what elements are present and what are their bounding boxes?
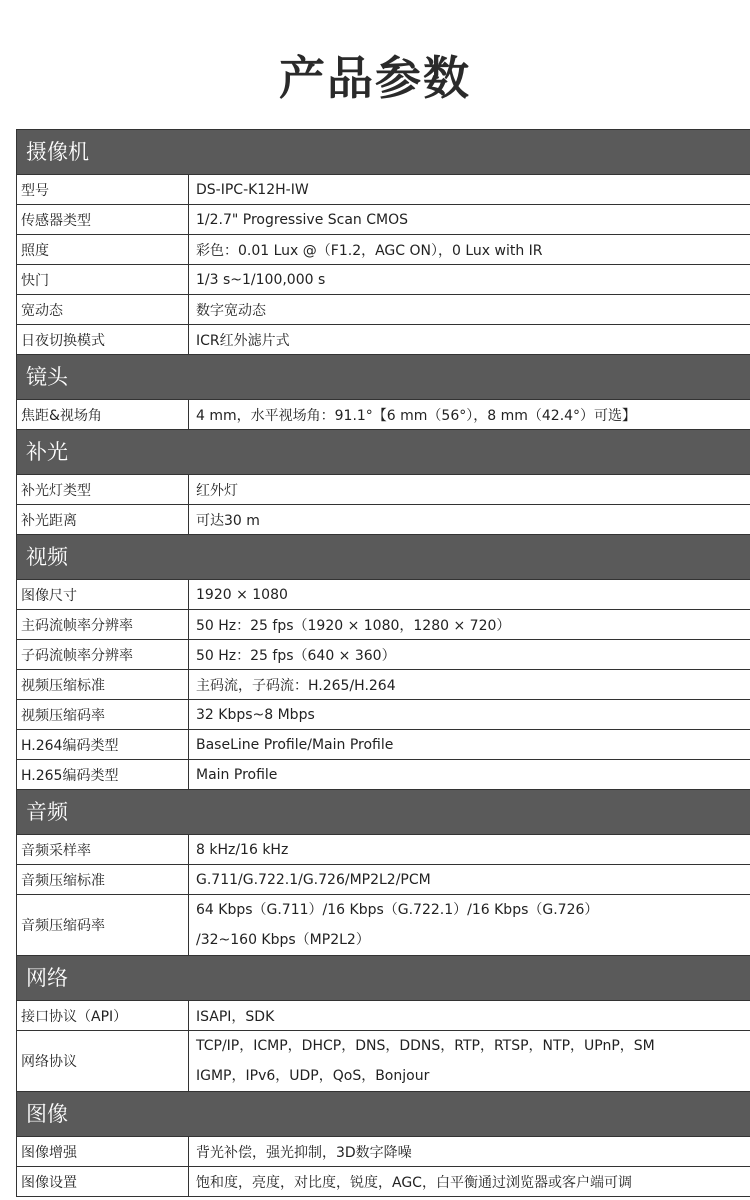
table-row <box>16 1031 750 1092</box>
row-value <box>189 1001 750 1030</box>
spec-table <box>16 129 750 1197</box>
table-row <box>16 235 750 265</box>
table-row <box>16 505 750 535</box>
row-value <box>189 670 750 699</box>
row-label: 宽动态 <box>17 295 189 324</box>
value-line: TCP/IP，ICMP，DHCP，DNS，DDNS，RTP，RTSP，NTP，UPnP，SM <box>196 1038 655 1054</box>
row-value <box>189 730 750 759</box>
section-header: 网络 <box>16 956 750 1001</box>
row-label: 照度 <box>17 235 189 264</box>
row-value <box>189 1031 750 1091</box>
value-line: 数字宽动态 <box>196 302 266 319</box>
table-row <box>16 400 750 430</box>
value-line: 1/3 s~1/100,000 s <box>196 271 326 288</box>
table-row <box>16 865 750 895</box>
value-line: 1920 × 1080 <box>196 586 288 603</box>
row-label: 音频压缩码率 <box>17 895 189 955</box>
table-row <box>16 835 750 865</box>
section-header: 镜头 <box>16 355 750 400</box>
table-row <box>16 670 750 700</box>
row-value <box>189 265 750 294</box>
row-label: 视频压缩标准 <box>17 670 189 699</box>
row-label: 传感器类型 <box>17 205 189 234</box>
row-value <box>189 295 750 324</box>
row-value <box>189 700 750 729</box>
row-label: 音频压缩标准 <box>17 865 189 894</box>
row-value <box>189 580 750 609</box>
row-label: 视频压缩码率 <box>17 700 189 729</box>
value-line: 饱和度，亮度，对比度，锐度，AGC，白平衡通过浏览器或客户端可调 <box>196 1174 632 1191</box>
value-line: 64 Kbps（G.711）/16 Kbps（G.722.1）/16 Kbps（G.726） <box>196 902 599 918</box>
row-label: 接口协议（API） <box>17 1001 189 1030</box>
row-label: H.264编码类型 <box>17 730 189 759</box>
row-value <box>189 475 750 504</box>
value-line: 4 mm，水平视场角：91.1°【6 mm（56°），8 mm（42.4°）可选】 <box>196 407 637 424</box>
row-value <box>189 205 750 234</box>
row-label: 快门 <box>17 265 189 294</box>
value-line: G.711/G.722.1/G.726/MP2L2/PCM <box>196 871 431 888</box>
value-line: ISAPI，SDK <box>196 1008 275 1025</box>
value-line: 红外灯 <box>196 482 238 499</box>
row-value <box>189 235 750 264</box>
value-line: 1/2.7" Progressive Scan CMOS <box>196 211 409 228</box>
section-header: 音频 <box>16 790 750 835</box>
section-header: 图像 <box>16 1092 750 1137</box>
section-header: 补光 <box>16 430 750 475</box>
row-value <box>189 505 750 534</box>
row-value <box>189 760 750 789</box>
row-value <box>189 610 750 639</box>
section-header: 视频 <box>16 535 750 580</box>
table-row <box>16 175 750 205</box>
table-row <box>16 760 750 790</box>
table-row <box>16 1167 750 1197</box>
value-line: Main Profile <box>196 766 278 783</box>
page-title: 产品参数 <box>279 51 471 105</box>
row-value <box>189 895 750 955</box>
row-label: 主码流帧率分辨率 <box>17 610 189 639</box>
row-label: 网络协议 <box>17 1031 189 1091</box>
value-line: 背光补偿，强光抑制，3D数字降噪 <box>196 1144 412 1161</box>
value-line: IGMP，IPv6，UDP，QoS，Bonjour <box>196 1068 430 1084</box>
row-label: 型号 <box>17 175 189 204</box>
value-line: DS-IPC-K12H-IW <box>196 181 309 198</box>
value-line: ICR红外滤片式 <box>196 332 290 349</box>
row-label: 补光灯类型 <box>17 475 189 504</box>
value-line: 8 kHz/16 kHz <box>196 841 289 858</box>
row-label: 音频采样率 <box>17 835 189 864</box>
value-line: 主码流，子码流：H.265/H.264 <box>196 677 396 694</box>
row-label: 焦距&视场角 <box>17 400 189 429</box>
table-row <box>16 325 750 355</box>
row-value <box>189 400 750 429</box>
table-row <box>16 295 750 325</box>
value-line: 彩色：0.01 Lux @（F1.2，AGC ON），0 Lux with IR <box>196 242 543 259</box>
value-line: 50 Hz：25 fps（640 × 360） <box>196 647 396 664</box>
value-line: BaseLine Profile/Main Profile <box>196 736 394 753</box>
table-row <box>16 610 750 640</box>
table-row <box>16 475 750 505</box>
value-line: 可达30 m <box>196 512 260 529</box>
row-value <box>189 835 750 864</box>
row-label: 图像尺寸 <box>17 580 189 609</box>
table-row <box>16 1137 750 1167</box>
row-value <box>189 1137 750 1166</box>
row-value <box>189 640 750 669</box>
row-value <box>189 865 750 894</box>
row-value <box>189 325 750 354</box>
table-row <box>16 730 750 760</box>
table-row <box>16 700 750 730</box>
table-row <box>16 640 750 670</box>
value-line: 50 Hz：25 fps（1920 × 1080，1280 × 720） <box>196 617 511 634</box>
table-row <box>16 1001 750 1031</box>
table-row <box>16 895 750 956</box>
value-line: /32~160 Kbps（MP2L2） <box>196 932 370 948</box>
value-line: 32 Kbps~8 Mbps <box>196 706 315 723</box>
row-label: 日夜切换模式 <box>17 325 189 354</box>
row-label: 补光距离 <box>17 505 189 534</box>
row-value <box>189 175 750 204</box>
table-row <box>16 205 750 235</box>
row-label: 子码流帧率分辨率 <box>17 640 189 669</box>
table-row <box>16 580 750 610</box>
table-row <box>16 265 750 295</box>
row-value <box>189 1167 750 1196</box>
row-label: 图像设置 <box>17 1167 189 1196</box>
row-label: 图像增强 <box>17 1137 189 1166</box>
section-header: 摄像机 <box>16 130 750 175</box>
row-label: H.265编码类型 <box>17 760 189 789</box>
